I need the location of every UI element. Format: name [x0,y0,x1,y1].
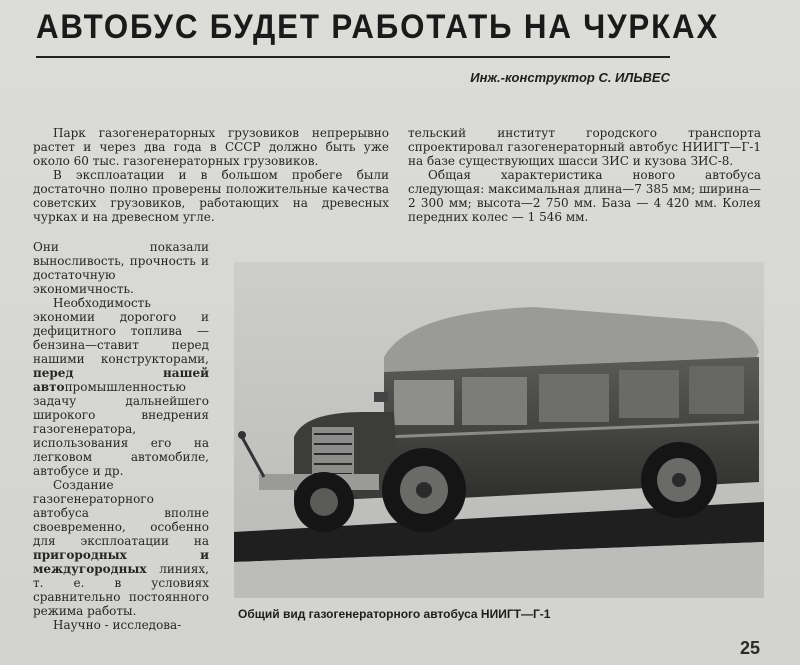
paragraph: В эксплоатации и в большом пробеге были достаточно полно проверены положительные качества советских грузовиков, работающих на древесных чурках и на древесном угле. [33,168,389,224]
bus-photo [234,262,764,598]
paragraph: Они показали выносливость, прочность и достаточную экономичность. [33,240,209,296]
paragraph: Парк газогенераторных грузовиков непрерывно растет и через два года в СССР должно быть уже около 60 тыс. газогенераторных грузовиков. [33,126,389,168]
text-run: Необходимость экономии дорогого и дефицитного топлива — бензина—ставит перед нашими конструкторами, [33,296,209,366]
text-run-bold: пригородных и междугородных [33,548,209,576]
text-run: Создание газогенераторного автобуса вполне своевременно, особенно для эксплоатации на [33,478,209,548]
paragraph: Общая характеристика нового автобуса следующая: максимальная длина—7 385 мм; ширина—2 300 мм; высота—2 750 мм. База — 4 420 мм. Колея передних колес — 1 546 мм. [408,168,761,224]
photo-caption: Общий вид газогенераторного автобуса НИИГТ—Г-1 [238,607,551,621]
column-left-top [33,126,389,224]
text-run-bold: перед нашей авто [33,366,209,394]
paragraph [33,296,209,478]
author-byline: Инж.-конструктор С. ИЛЬВЕС [470,70,670,85]
bus-illustration [234,262,764,598]
column-right [408,126,761,224]
column-narrow [33,240,209,632]
title-rule [36,56,670,58]
paragraph [33,478,209,618]
paragraph: Научно - исследова- [53,618,182,632]
text-run: линиях, т. е. в условиях сравнительно постоянного режима работы. [33,562,209,618]
article-title: АВТОБУС БУДЕТ РАБОТАТЬ НА ЧУРКАХ [36,8,720,46]
page-number: 25 [740,638,761,658]
text-run: промышленностью задачу дальнейшего широкого внедрения газогенератора, использования его на легковом автомобиле, автобусе и др. [33,380,209,478]
paragraph: тельский институт городского транспорта спроектировал газогенераторный автобус НИИГТ—Г-1 на базе существующих шасси ЗИС и кузова ЗИС-8. [408,126,761,168]
